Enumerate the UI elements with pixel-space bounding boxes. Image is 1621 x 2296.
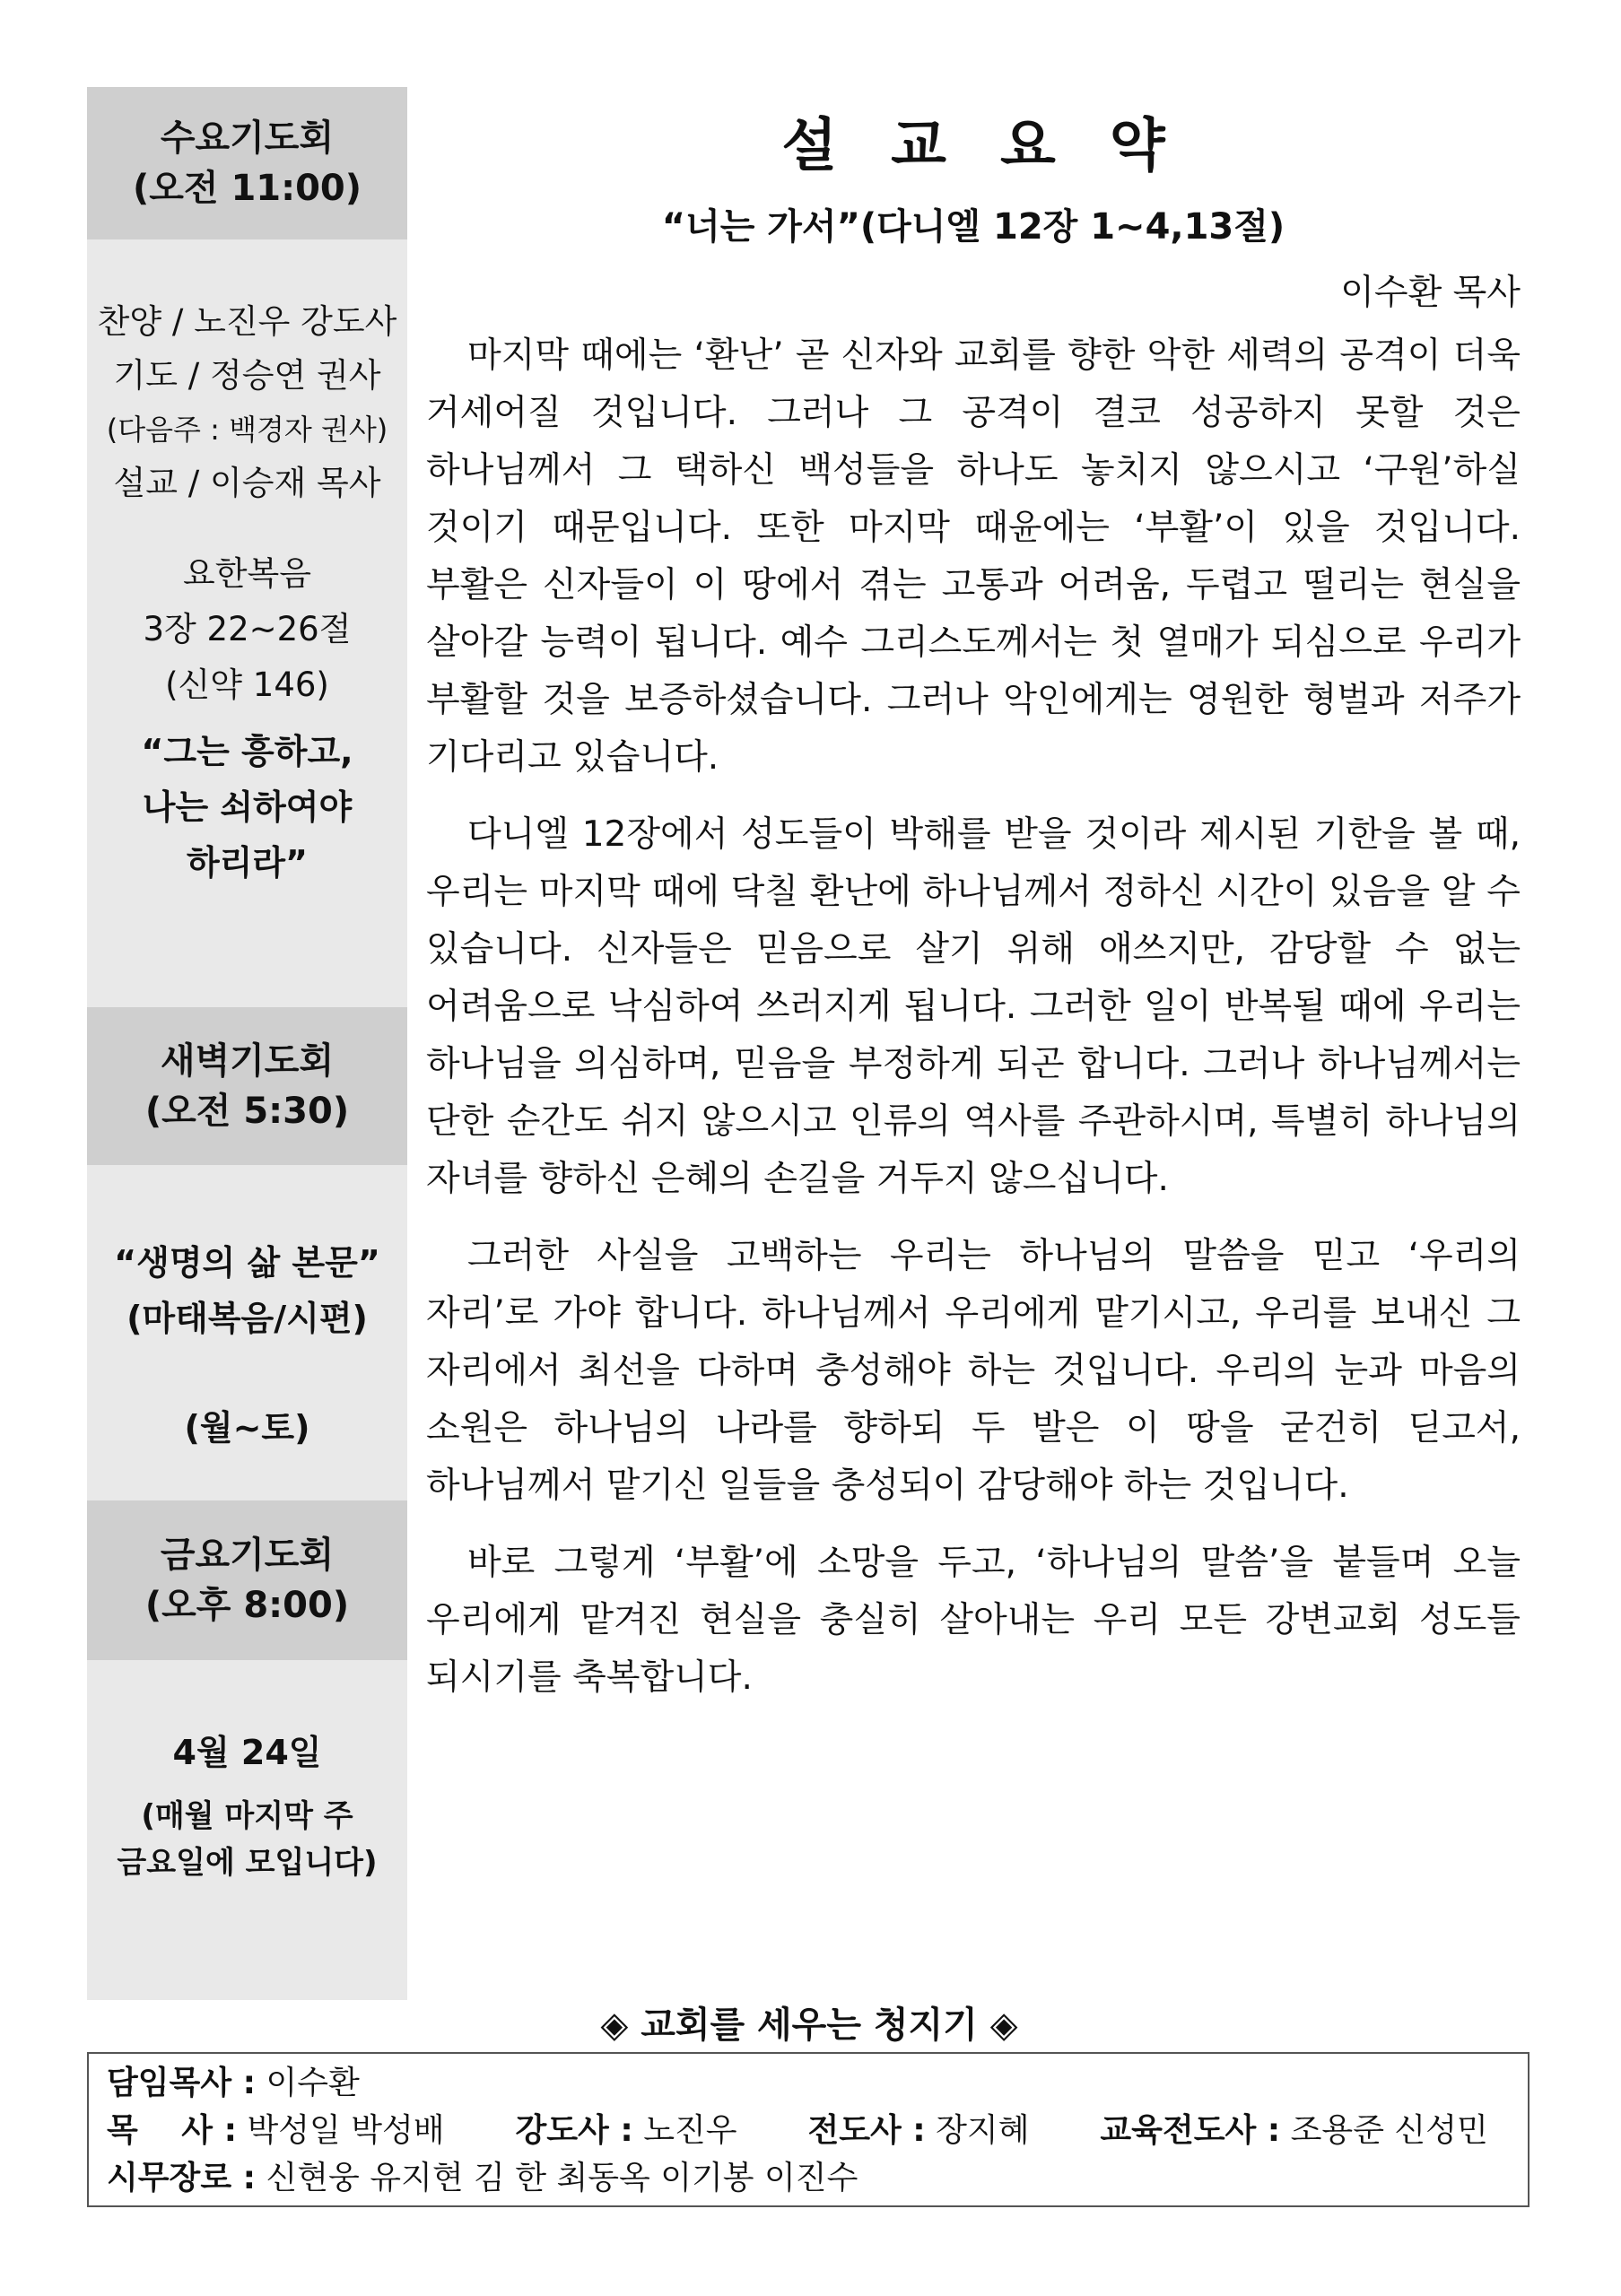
- worship-leader: 찬양 / 노진우 강도사: [97, 302, 397, 341]
- dawn-time: (오전 5:30): [144, 1091, 350, 1132]
- wednesday-prayer-header: [87, 87, 407, 239]
- friday-prayer-header: [87, 1500, 407, 1660]
- quote-line-3: 하리라”: [186, 843, 309, 883]
- edu-evangelist-names: 조용준 신성민: [1290, 2112, 1488, 2149]
- quote-line-2: 나는 쇠하여야: [142, 787, 353, 827]
- dawn-text-title: “생명의 삶 본문”: [114, 1243, 380, 1283]
- pastor-label: 담임목사 :: [107, 2065, 257, 2101]
- dawn-title: 새벽기도회: [160, 1040, 335, 1082]
- evangelist-label: 전도사 :: [807, 2112, 926, 2149]
- dawn-detail: [87, 1235, 407, 1456]
- friday-note-2: 금요일에 모입니다): [117, 1845, 378, 1881]
- staff-row-elders: [107, 2154, 1510, 2202]
- passage-verses: 3장 22~26절: [143, 610, 352, 648]
- preacher-name: 노진우: [643, 2112, 737, 2149]
- friday-time: (오후 8:00): [144, 1585, 350, 1626]
- sidebar: [87, 87, 407, 2000]
- staff-banner: ◈ 교회를 세우는 청지기 ◈: [600, 2005, 1018, 2046]
- dawn-prayer-header: [87, 1007, 407, 1165]
- ministers-label: 목 사 :: [107, 2112, 238, 2149]
- sermon-author: 이수환 목사: [1340, 273, 1521, 313]
- ministers-names: 박성일 박성배: [247, 2112, 445, 2149]
- quote-line-1: “그는 흥하고,: [141, 732, 353, 771]
- sermon-section: [426, 87, 1521, 1707]
- edu-evangelist-label: 교육전도사 :: [1100, 2112, 1281, 2149]
- passage-page: (신약 146): [165, 665, 329, 704]
- elders-label: 시무장로 :: [107, 2160, 257, 2196]
- passage-book: 요한복음: [183, 554, 311, 593]
- sermon-paragraph: 바로 그렇게 ‘부활’에 소망을 두고, ‘하나님의 말씀’을 붙들며 오늘 우리에게 맡겨진 현실을 충실히 살아내는 우리 모든 강변교회 성도들 되시기를 축복합니다.: [426, 1543, 1521, 1698]
- wednesday-time: (오전 11:00): [132, 168, 362, 209]
- staff-row-ministers: [107, 2107, 1510, 2154]
- dawn-days: (월~토): [184, 1408, 310, 1448]
- preacher: 설교 / 이승재 목사: [113, 464, 381, 502]
- sermon-paragraph: 다니엘 12장에서 성도들이 박해를 받을 것이라 제시된 기한을 볼 때, 우리는 마지막 때에 닥칠 환난에 하나님께서 정하신 시간이 있음을 알 수 있습니다. 신자들은 믿음으로 살기 위해 애쓰지만, 감당할 수 없는 어려움으로 낙심하여 쓰러지게 됩니다. 그러한 일이 반복될 때에 우리는 하나님을 의심하며, 믿음을 부정하게 되곤 합니다. 그러나 하나님께서는 단한 순간도 쉬지 않으시고 인류의 역사를 주관하시며, 특별히 하나님의 자녀를 향하신 은혜의 손길을 거두지 않으십니다.: [426, 814, 1521, 1199]
- friday-title: 금요기도회: [160, 1535, 335, 1576]
- friday-date: 4월 24일: [172, 1733, 322, 1772]
- staff-row-pastor: [107, 2059, 1510, 2107]
- dawn-text-books: (마태복음/시편): [126, 1299, 368, 1338]
- next-week-prayer: (다음주 : 백경자 권사): [106, 413, 388, 447]
- wednesday-title: 수요기도회: [160, 117, 335, 159]
- wednesday-quote: [87, 724, 407, 891]
- sermon-subtitle: “너는 가서”(다니엘 12장 1~4,13절): [661, 206, 1285, 248]
- wednesday-passage: [87, 546, 407, 713]
- evangelist-name: 장지혜: [936, 2112, 1030, 2149]
- preacher-label: 강도사 :: [515, 2112, 633, 2149]
- prayer-leader: 기도 / 정승연 권사: [113, 356, 381, 395]
- sermon-title: 설교요약: [781, 113, 1219, 179]
- sermon-paragraph: 마지막 때에는 ‘환난’ 곧 신자와 교회를 향한 악한 세력의 공격이 더욱 거세어질 것입니다. 그러나 그 공격이 결코 성공하지 못할 것은 하나님께서 그 택하신 백성들을 하나도 놓치지 않으시고 ‘구원’하실 것이기 때문입니다. 또한 마지막 때윤에는 ‘부활’이 있을 것입니다. 부활은 신자들이 이 땅에서 겪는 고통과 어려움, 두렵고 떨리는 현실을 살아갈 능력이 됩니다. 예수 그리스도께서는 첫 열매가 되심으로 우리가 부활할 것을 보증하셨습니다. 그러나 악인에게는 영원한 형벌과 저주가 기다리고 있습니다.: [426, 335, 1521, 778]
- friday-note-1: (매월 마지막 주: [141, 1798, 353, 1834]
- sermon-paragraph: 그러한 사실을 고백하는 우리는 하나님의 말씀을 믿고 ‘우리의 자리’로 가야 합니다. 하나님께서 우리에게 맡기시고, 우리를 보내신 그 자리에서 최선을 다하며 충성해야 하는 것입니다. 우리의 눈과 마음의 소원은 하나님의 나라를 향하되 두 발은 이 땅을 굳건히 딛고서, 하나님께서 맡기신 일들을 충성되이 감당해야 하는 것입니다.: [426, 1236, 1521, 1506]
- staff-box: [87, 2052, 1529, 2207]
- wednesday-detail: [87, 295, 407, 510]
- pastor-name: 이수환: [266, 2065, 360, 2101]
- elders-names: 신현웅 유지현 김 한 최동옥 이기봉 이진수: [266, 2160, 858, 2196]
- friday-detail: [87, 1725, 407, 1886]
